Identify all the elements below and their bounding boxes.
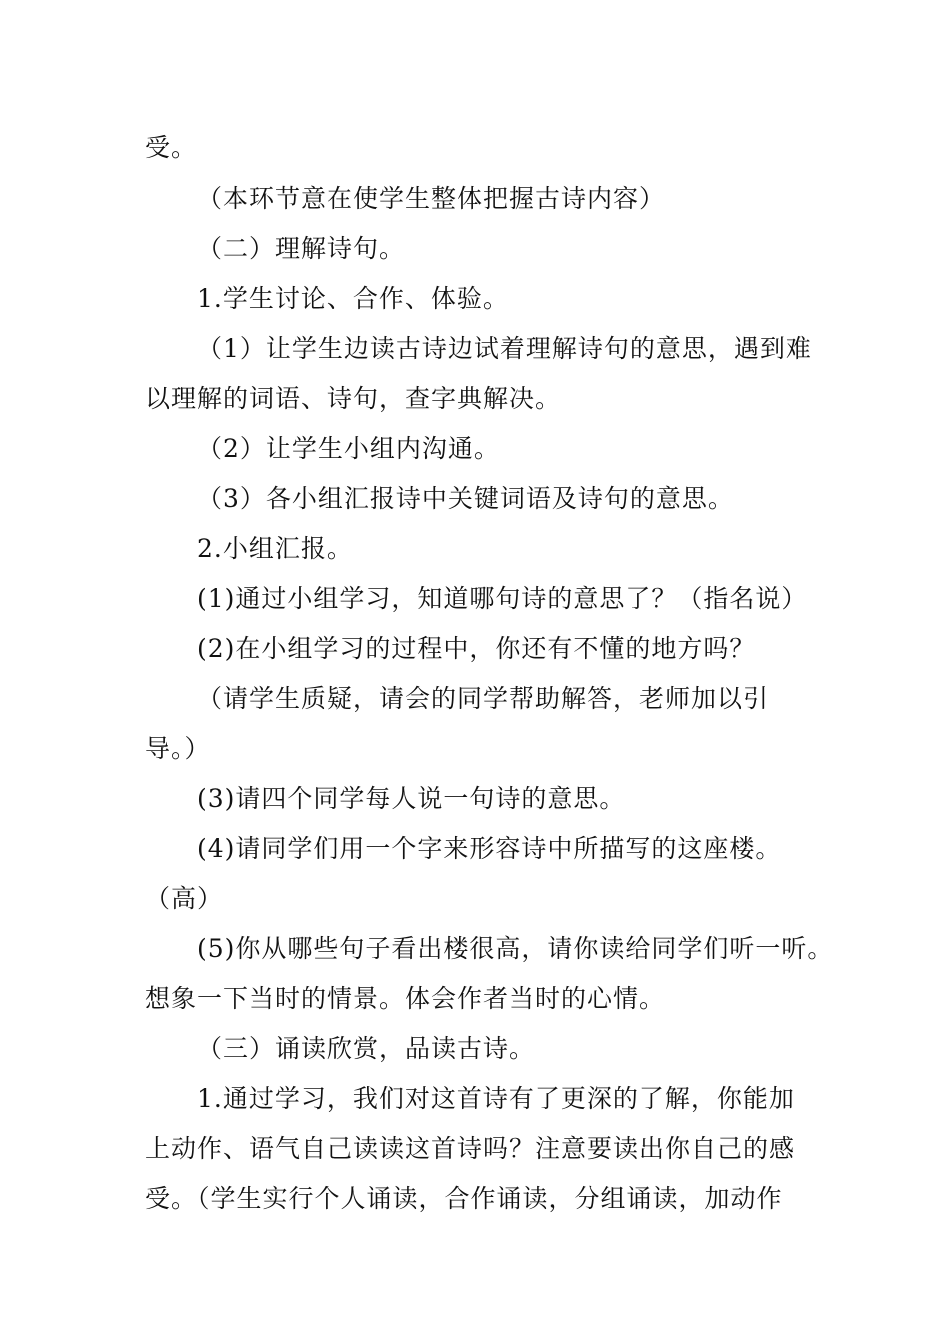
text-line: （请学生质疑，请会的同学帮助解答，老师加以引 — [197, 684, 770, 713]
text-line: 2.小组汇报。 — [197, 534, 353, 563]
text-line: 1.学生讨论、合作、体验。 — [197, 284, 509, 313]
text-line: 上动作、语气自己读读这首诗吗？注意要读出你自己的感 — [145, 1134, 796, 1163]
text-line: 1.通过学习，我们对这首诗有了更深的了解，你能加 — [197, 1084, 795, 1113]
text-line: （1）让学生边读古诗边试着理解诗句的意思，遇到难 — [197, 334, 812, 363]
section-heading: （三）诵读欣赏，品读古诗。 — [197, 1034, 536, 1063]
text-line: 以理解的词语、诗句，查字典解决。 — [145, 384, 562, 413]
text-line: （高） — [145, 884, 224, 913]
text-line: （3）各小组汇报诗中关键词语及诗句的意思。 — [197, 484, 734, 513]
text-line: (5)你从哪些句子看出楼很高，请你读给同学们听一听。 — [197, 934, 834, 963]
text-line: 想象一下当时的情景。体会作者当时的心情。 — [145, 984, 666, 1013]
text-line: 受。（学生实行个人诵读，合作诵读，分组诵读，加动作 — [145, 1184, 783, 1213]
text-line: (3)请四个同学每人说一句诗的意思。 — [197, 784, 626, 813]
text-line: （本环节意在使学生整体把握古诗内容） — [197, 184, 666, 213]
text-line: 导。） — [145, 734, 211, 763]
text-line: (2)在小组学习的过程中，你还有不懂的地方吗？ — [197, 634, 756, 663]
section-heading: （二）理解诗句。 — [197, 234, 406, 263]
text-line: （2）让学生小组内沟通。 — [197, 434, 500, 463]
text-line: 受。 — [145, 133, 198, 162]
text-line: (1)通过小组学习，知道哪句诗的意思了？（指名说） — [197, 584, 808, 613]
text-line: (4)请同学们用一个字来形容诗中所描写的这座楼。 — [197, 834, 782, 863]
